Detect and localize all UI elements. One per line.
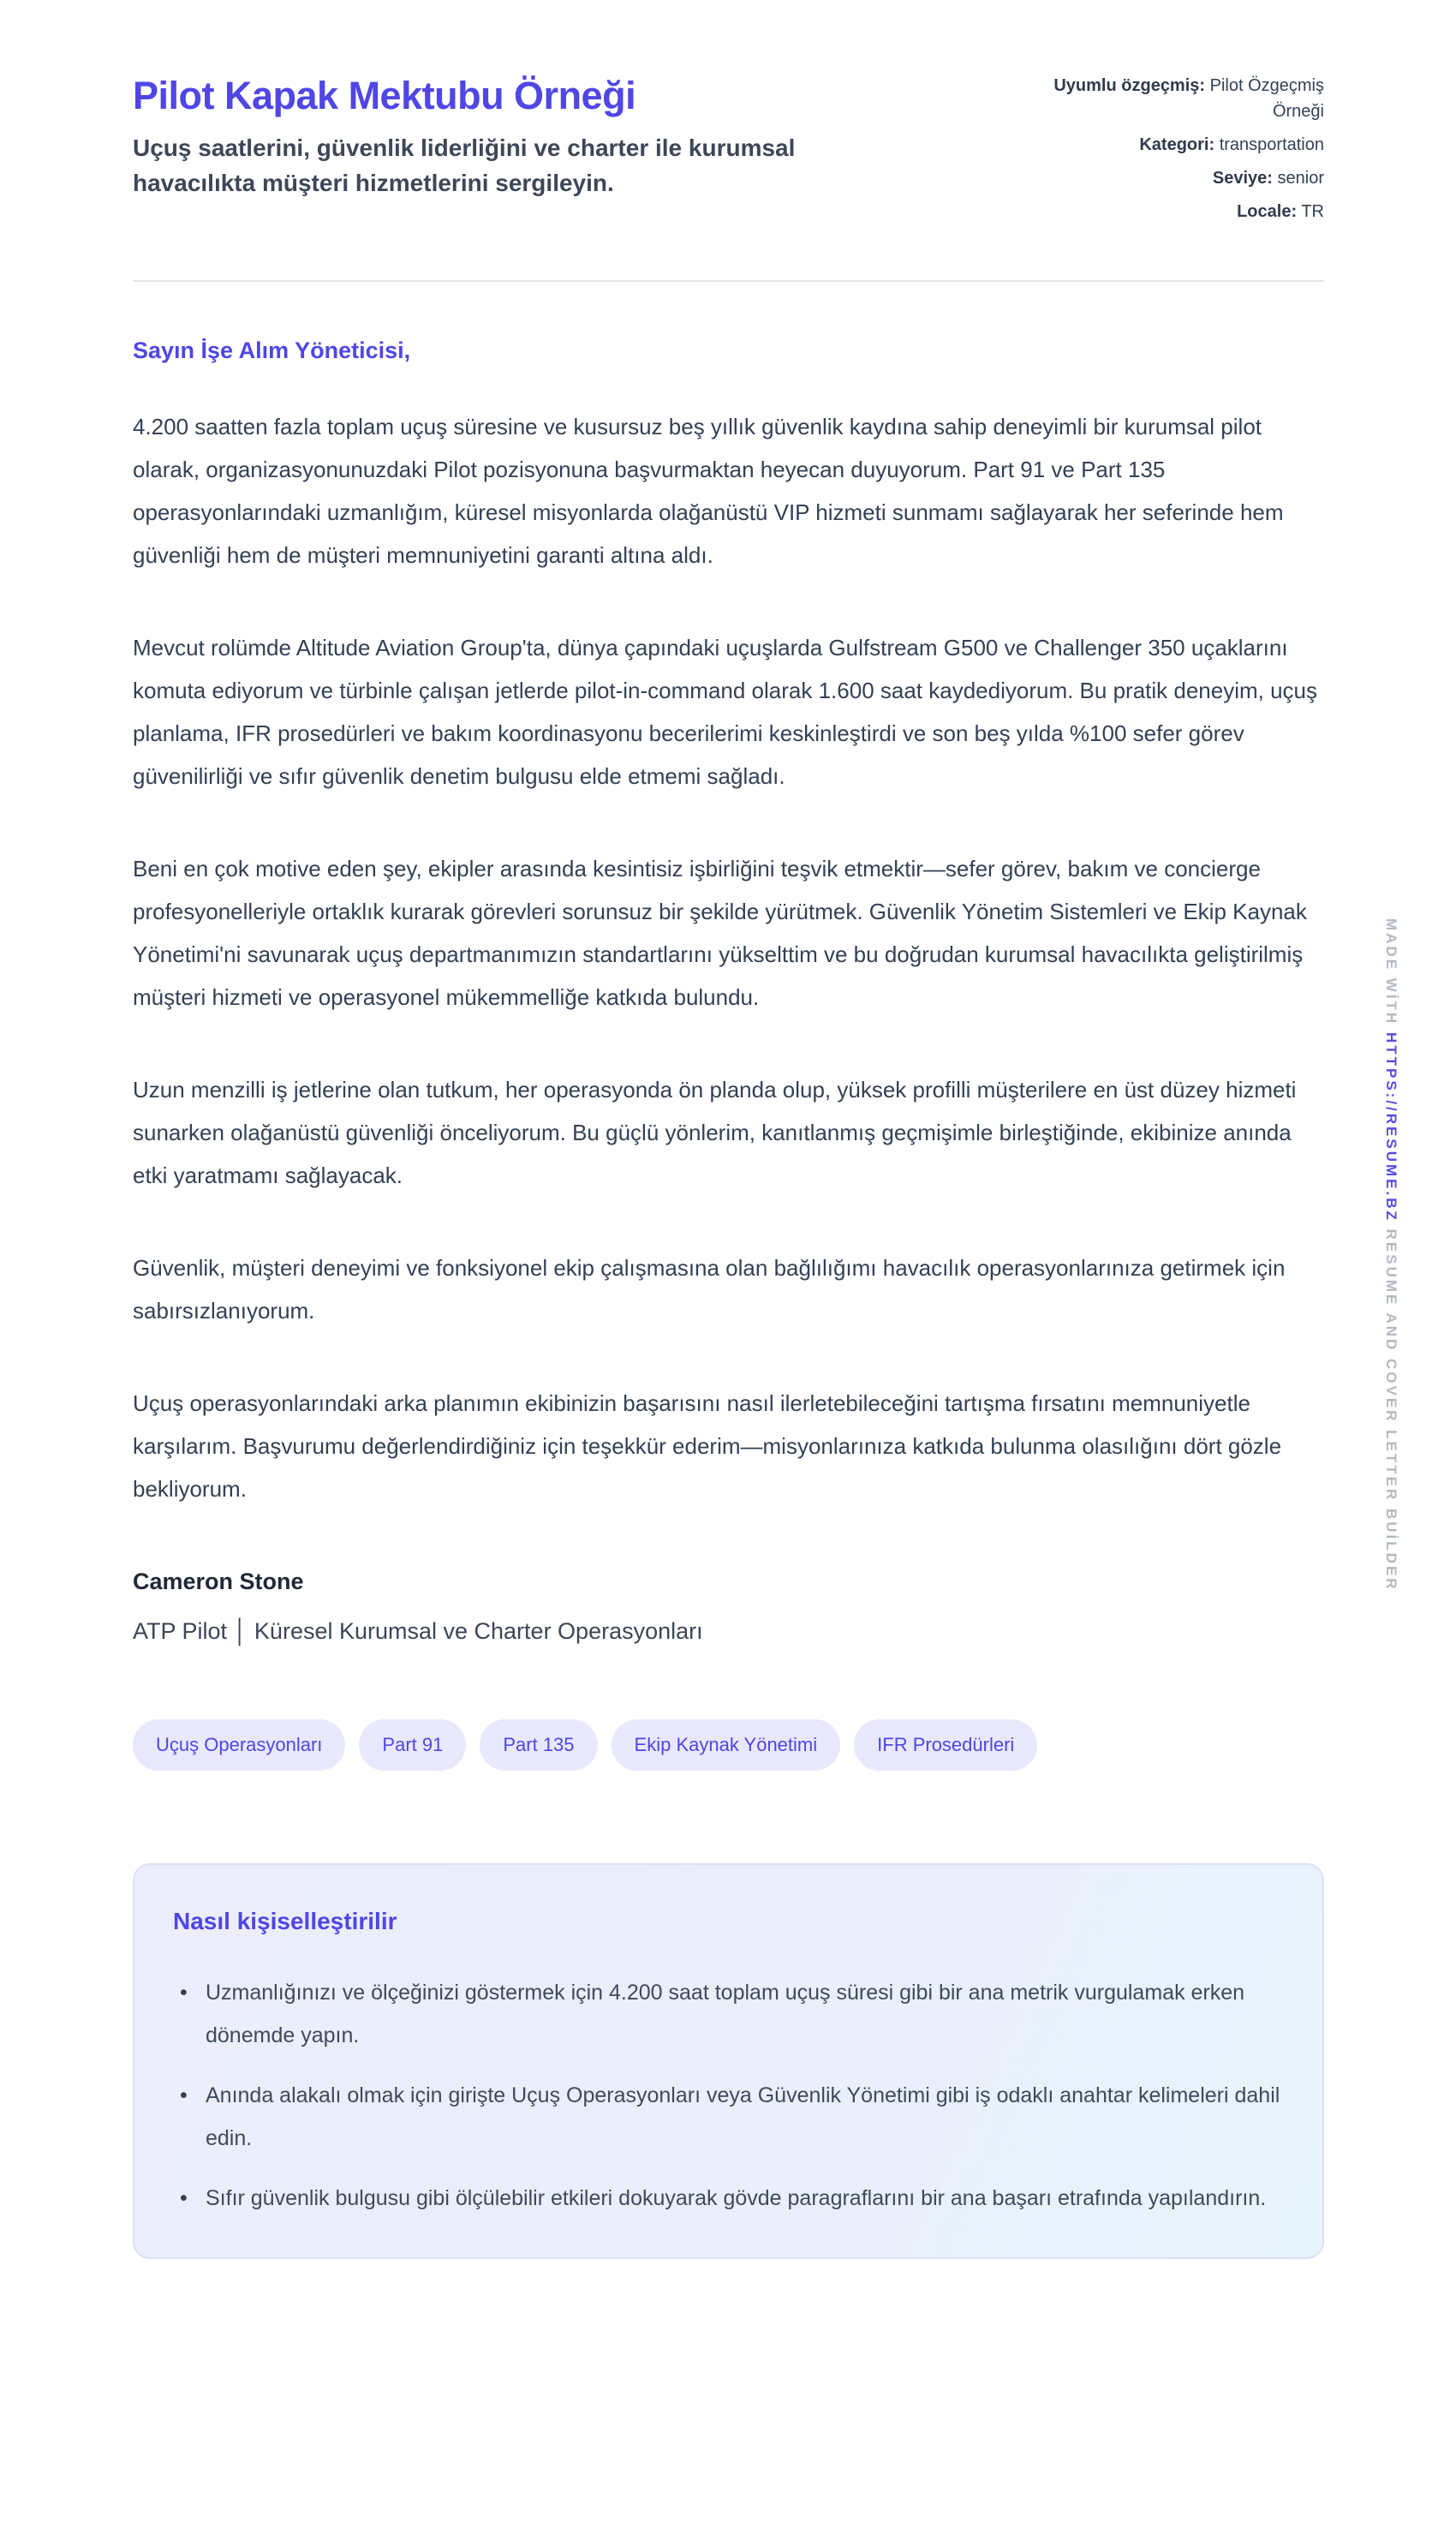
- meta-value: Pilot Özgeçmiş Örneği: [1209, 76, 1324, 121]
- letter-paragraph: Beni en çok motive eden şey, ekipler arasında kesintisiz işbirliğini teşvik etmektir—sefer görev, bakım ve concierge profesyonelleriyle ortaklık kurarak görevleri sorunsuz bir şekilde yürütmek. Güvenlik Yönetim Sistemleri ve Ekip Kaynak Yönetimi'ni savunarak uçuş departmanımızın standartlarını yükselttim ve bu doğrudan kurumsal havacılıkta geliştirilmiş müşteri hizmeti ve operasyonel mükemmelliğe katkıda bulundu.: [133, 856, 1307, 1010]
- header-titles: [133, 73, 869, 200]
- tag-flight-operations[interactable]: Uçuş Operasyonları: [133, 1719, 345, 1771]
- meta-label: Uyumlu özgeçmiş:: [1053, 76, 1206, 95]
- tip-item: • Uzmanlığınızı ve ölçeğinizi göstermek için 4.200 saat toplam uçuş süresi gibi bir ana metrik vurgulamak erken dönemde yapın.: [173, 1971, 1284, 2057]
- tag-crew-resource-management[interactable]: Ekip Kaynak Yönetimi: [612, 1719, 841, 1771]
- meta-matching-resume: [1037, 73, 1324, 124]
- resume-bz-link[interactable]: HTTPS://RESUME.BZ: [1383, 1031, 1399, 1222]
- tips-list: [173, 1971, 1284, 2220]
- tag-part-91[interactable]: Part 91: [359, 1719, 466, 1771]
- meta-locale: [1037, 199, 1324, 224]
- tip-item: • Sıfır güvenlik bulgusu gibi ölçülebilir etkileri dokuyarak gövde paragraflarını bir ana başarı etrafında yapılandırın.: [173, 2177, 1284, 2220]
- letter-paragraph: Uzun menzilli iş jetlerine olan tutkum, her operasyonda ön planda olup, yüksek profilli müşterilere en üst düzey hizmeti sunarken olağanüstü güvenliği önceliyorum. Bu güçlü yönlerim, kanıtlanmış geçmişimle birleştiğinde, ekibinize anında etki yaratmamı sağlayacak.: [133, 1077, 1297, 1188]
- header-divider: [133, 280, 1324, 282]
- meta-value: transportation: [1219, 135, 1324, 154]
- watermark-prefix: MADE WİTH: [1383, 918, 1399, 1032]
- signature-title: ATP Pilot │ Küresel Kurumsal ve Charter Operasyonları: [133, 1618, 703, 1644]
- tips-heading: Nasıl kişiselleştirilir: [173, 1908, 397, 1934]
- letter-greeting: Sayın İşe Alım Yöneticisi,: [133, 338, 411, 363]
- meta-value: TR: [1301, 202, 1324, 221]
- meta-category: [1037, 132, 1324, 158]
- personalization-tips-box: [133, 1863, 1324, 2259]
- resume-meta-panel: [1037, 73, 1324, 232]
- meta-label: Seviye:: [1212, 169, 1273, 188]
- meta-value: senior: [1277, 169, 1324, 188]
- tag-ifr-procedures[interactable]: IFR Prosedürleri: [854, 1719, 1037, 1771]
- watermark-suffix: RESUME AND COVER LETTER BUİLDER: [1383, 1222, 1399, 1592]
- signature-name: Cameron Stone: [133, 1569, 304, 1594]
- meta-label: Kategori:: [1139, 135, 1215, 154]
- meta-label: Locale:: [1237, 202, 1298, 221]
- letter-paragraph: 4.200 saatten fazla toplam uçuş süresine ve kusursuz beş yıllık güvenlik kaydına sahip deneyimli bir kurumsal pilot olarak, organizasyonunuzdaki Pilot pozisyonuna başvurmaktan heyecan duyuyorum. Part 91 ve Part 135 operasyonlarındaki uzmanlığım, küresel misyonlarda olağanüstü VIP hizmeti sunmamı sağlayarak her seferinde hem güvenliği hem de müşteri memnuniyetini garanti altına aldı.: [133, 414, 1284, 568]
- tip-item: • Anında alakalı olmak için girişte Uçuş Operasyonları veya Güvenlik Yönetimi gibi iş odaklı anahtar kelimeleri dahil edin.: [173, 2074, 1284, 2160]
- made-with-watermark: [1382, 918, 1399, 1592]
- keyword-tags: [133, 1719, 1324, 1771]
- page-subtitle: Uçuş saatlerini, güvenlik liderliğini ve charter ile kurumsal havacılıkta müşteri hizmetlerini sergileyin.: [133, 134, 796, 196]
- meta-seniority: [1037, 165, 1324, 191]
- letter-body: [133, 330, 1324, 1653]
- letter-paragraph: Mevcut rolümde Altitude Aviation Group'ta, dünya çapındaki uçuşlarda Gulfstream G500 ve Challenger 350 uçaklarını komuta ediyorum ve türbinle çalışan jetlerde pilot-in-command olarak 1.600 saat kaydediyorum. Bu pratik deneyim, uçuş planlama, IFR prosedürleri ve bakım koordinasyonu becerilerimi keskinleştirdi ve son beş yılda %100 sefer görev güvenilirliği ve sıfır güvenlik denetim bulgusu elde etmemi sağladı.: [133, 635, 1318, 789]
- page-header: [133, 73, 1324, 232]
- letter-paragraph: Güvenlik, müşteri deneyimi ve fonksiyonel ekip çalışmasına olan bağlılığımı havacılık operasyonlarınıza getirmek için sabırsızlanıyorum.: [133, 1255, 1286, 1324]
- page-title: Pilot Kapak Mektubu Örneği: [133, 74, 636, 117]
- letter-paragraph: Uçuş operasyonlarındaki arka planımın ekibinizin başarısını nasıl ilerletebileceğini tartışma fırsatını memnuniyetle karşılarım. Başvurumu değerlendirdiğiniz için teşekkür ederim—misyonlarınıza katkıda bulunma olasılığını dört gözle bekliyorum.: [133, 1390, 1282, 1502]
- tag-part-135[interactable]: Part 135: [480, 1719, 597, 1771]
